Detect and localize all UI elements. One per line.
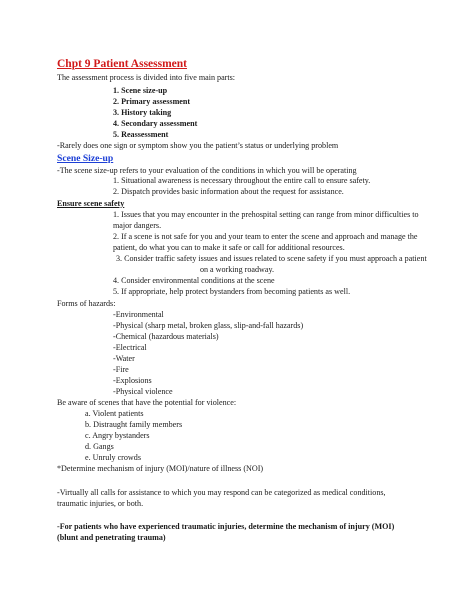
moi-note: *Determine mechanism of injury (MOI)/nature of illness (NOI) — [57, 464, 264, 473]
violence-label: Be aware of scenes that have the potential for violence: — [57, 398, 237, 407]
virtually-text-cont: traumatic injuries, or both. — [57, 499, 144, 508]
scene-definition: -The scene size-up refers to your evaluation of the conditions in which you will be operating — [57, 166, 357, 175]
part-item: 3. History taking — [113, 108, 172, 117]
safety-point: 5. If appropriate, help protect bystanders from becoming patients as well. — [113, 287, 351, 296]
hazard-item: -Physical (sharp metal, broken glass, slip-and-fall hazards) — [113, 321, 304, 330]
hazard-item: -Chemical (hazardous materials) — [113, 332, 219, 341]
part-item: 2. Primary assessment — [113, 97, 191, 106]
violence-item: d. Gangs — [85, 442, 114, 451]
section-heading-scene-size-up: Scene Size-up — [57, 153, 114, 164]
trauma-note: -For patients who have experienced traumatic injuries, determine the mechanism of injury (MOI) — [57, 522, 395, 531]
hazard-item: -Explosions — [113, 376, 152, 385]
hazards-label: Forms of hazards: — [57, 299, 116, 308]
safety-point-cont: patient, do what you can to make it safe or call for additional resources. — [113, 243, 345, 252]
violence-item: e. Unruly crowds — [85, 453, 141, 462]
rarely-note: -Rarely does one sign or symptom show you the patient’s status or underlying problem — [57, 141, 339, 150]
scene-point: 1. Situational awareness is necessary throughout the entire call to ensure safety. — [113, 176, 371, 185]
safety-point: 4. Consider environmental conditions at the scene — [113, 276, 275, 285]
virtually-text: -Virtually all calls for assistance to which you may respond can be categorized as medical conditions, — [57, 488, 386, 497]
trauma-note-cont: (blunt and penetrating trauma) — [57, 533, 166, 542]
page-title: Chpt 9 Patient Assessment — [57, 58, 188, 70]
safety-point: 1. Issues that you may encounter in the prehospital setting can range from minor difficulties to — [113, 210, 419, 219]
subheading-ensure-scene-safety: Ensure scene safety — [57, 199, 125, 208]
violence-item: c. Angry bystanders — [85, 431, 150, 440]
intro-text: The assessment process is divided into five main parts: — [57, 73, 236, 82]
scene-point: 2. Dispatch provides basic information about the request for assistance. — [113, 187, 344, 196]
violence-item: a. Violent patients — [85, 409, 144, 418]
part-item: 1. Scene size-up — [113, 86, 168, 95]
safety-point-cont: on a working roadway. — [199, 265, 275, 274]
violence-item: b. Distraught family members — [85, 420, 183, 429]
hazard-item: -Physical violence — [113, 387, 173, 396]
safety-point: 3. Consider traffic safety issues and issues related to scene safety if you must approach a patient — [116, 254, 427, 263]
hazard-item: -Water — [113, 354, 135, 363]
hazard-item: -Fire — [113, 365, 129, 374]
safety-point-cont: major dangers. — [113, 221, 162, 230]
hazard-item: -Environmental — [113, 310, 164, 319]
safety-point: 2. If a scene is not safe for you and your team to enter the scene and approach and manage the — [113, 232, 418, 241]
part-item: 5. Reassessment — [113, 130, 169, 139]
part-item: 4. Secondary assessment — [113, 119, 198, 128]
hazard-item: -Electrical — [113, 343, 147, 352]
